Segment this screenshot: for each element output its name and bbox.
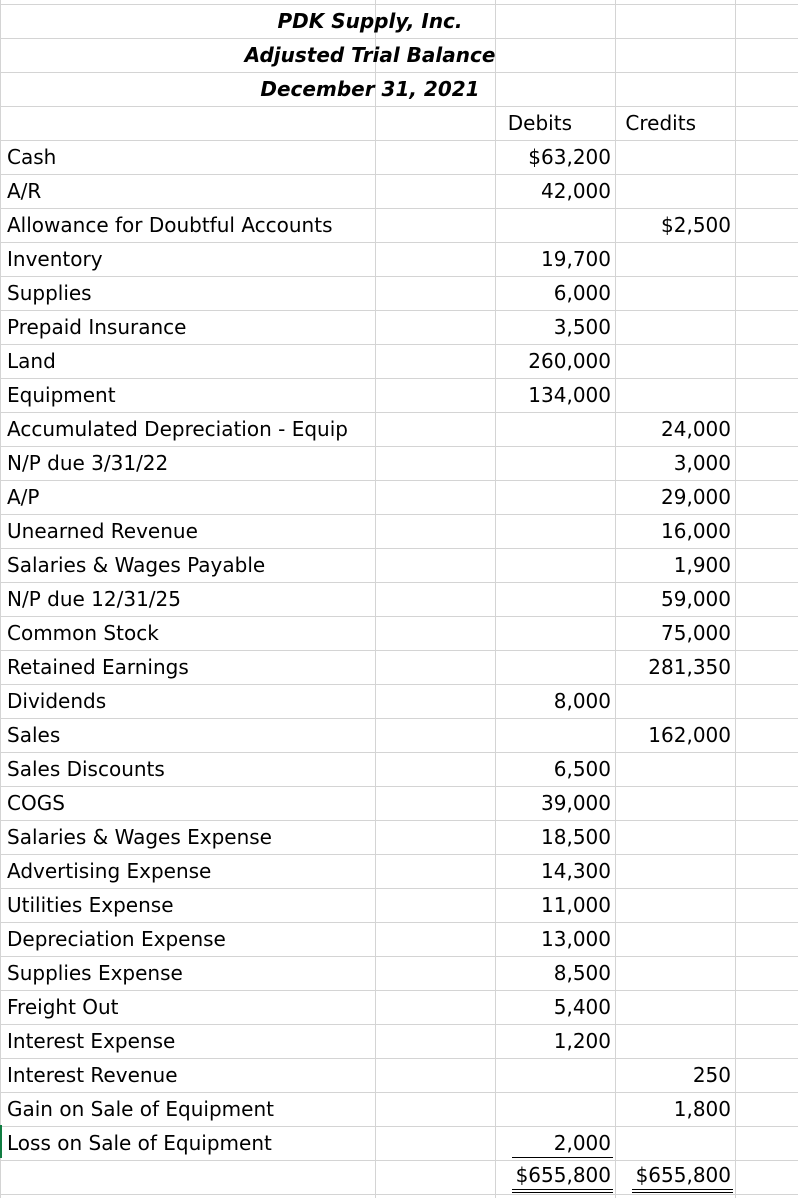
credit-cell[interactable]: 250 bbox=[692, 1063, 731, 1087]
account-name-cell[interactable]: A/P bbox=[7, 485, 40, 509]
credit-total-double-underline-1 bbox=[632, 1189, 733, 1190]
table-row bbox=[0, 616, 798, 650]
account-name-cell[interactable]: Allowance for Doubtful Accounts bbox=[7, 213, 333, 237]
table-row bbox=[0, 854, 798, 888]
table-row bbox=[0, 174, 798, 208]
credit-cell[interactable]: 3,000 bbox=[673, 451, 731, 475]
account-name-cell[interactable]: Prepaid Insurance bbox=[7, 315, 187, 339]
table-row bbox=[0, 820, 798, 854]
debit-cell[interactable]: 42,000 bbox=[541, 179, 611, 203]
debit-cell[interactable]: 39,000 bbox=[541, 791, 611, 815]
account-name-cell[interactable]: Salaries & Wages Payable bbox=[7, 553, 266, 577]
total-debits[interactable]: $655,800 bbox=[515, 1163, 611, 1187]
account-name-cell[interactable]: Gain on Sale of Equipment bbox=[7, 1097, 274, 1121]
table-row bbox=[0, 412, 798, 446]
debits-header: Debits bbox=[507, 111, 572, 135]
credit-cell[interactable]: 281,350 bbox=[648, 655, 731, 679]
debit-cell[interactable]: 6,500 bbox=[553, 757, 611, 781]
debit-cell[interactable]: 8,500 bbox=[553, 961, 611, 985]
credit-cell[interactable]: 1,900 bbox=[673, 553, 731, 577]
credit-cell[interactable]: 1,800 bbox=[673, 1097, 731, 1121]
table-row bbox=[0, 446, 798, 480]
debit-cell[interactable]: 6,000 bbox=[553, 281, 611, 305]
table-row bbox=[0, 310, 798, 344]
table-row bbox=[0, 242, 798, 276]
credit-total-double-underline-2 bbox=[632, 1192, 733, 1193]
debit-cell[interactable]: 18,500 bbox=[541, 825, 611, 849]
table-row bbox=[0, 208, 798, 242]
table-row bbox=[0, 752, 798, 786]
debit-cell[interactable]: 3,500 bbox=[553, 315, 611, 339]
account-name-cell[interactable]: COGS bbox=[7, 791, 65, 815]
account-name-cell[interactable]: Depreciation Expense bbox=[7, 927, 226, 951]
account-name-cell[interactable]: Sales Discounts bbox=[7, 757, 165, 781]
table-row bbox=[0, 140, 798, 174]
table-row bbox=[0, 888, 798, 922]
table-row bbox=[0, 786, 798, 820]
debit-cell[interactable]: 5,400 bbox=[553, 995, 611, 1019]
account-name-cell[interactable]: Interest Revenue bbox=[7, 1063, 178, 1087]
debit-cell[interactable]: 8,000 bbox=[553, 689, 611, 713]
account-name-cell[interactable]: Common Stock bbox=[7, 621, 159, 645]
account-name-cell[interactable]: Retained Earnings bbox=[7, 655, 189, 679]
report-date: December 31, 2021 bbox=[260, 77, 480, 101]
debit-cell[interactable]: 260,000 bbox=[528, 349, 611, 373]
debit-cell[interactable]: 11,000 bbox=[541, 893, 611, 917]
account-name-cell[interactable]: N/P due 3/31/22 bbox=[7, 451, 169, 475]
debit-cell[interactable]: 2,000 bbox=[553, 1131, 611, 1155]
table-row bbox=[0, 344, 798, 378]
table-row bbox=[0, 922, 798, 956]
cell-selection-marker bbox=[0, 1125, 2, 1158]
account-name-cell[interactable]: Loss on Sale of Equipment bbox=[7, 1131, 272, 1155]
account-name-cell[interactable]: Utilities Expense bbox=[7, 893, 174, 917]
account-name-cell[interactable]: Dividends bbox=[7, 689, 107, 713]
table-row bbox=[0, 1024, 798, 1058]
account-name-cell[interactable]: A/R bbox=[7, 179, 42, 203]
table-row bbox=[0, 514, 798, 548]
table-row bbox=[0, 548, 798, 582]
table-row bbox=[0, 990, 798, 1024]
credit-cell[interactable]: 162,000 bbox=[648, 723, 731, 747]
credit-cell[interactable]: 16,000 bbox=[661, 519, 731, 543]
table-row bbox=[0, 1092, 798, 1126]
table-row bbox=[0, 378, 798, 412]
account-name-cell[interactable]: Unearned Revenue bbox=[7, 519, 198, 543]
account-name-cell[interactable]: Accumulated Depreciation - Equip bbox=[7, 417, 348, 441]
account-name-cell[interactable]: Sales bbox=[7, 723, 61, 747]
account-name-cell[interactable]: N/P due 12/31/25 bbox=[7, 587, 181, 611]
account-name-cell[interactable]: Supplies Expense bbox=[7, 961, 183, 985]
table-row bbox=[0, 956, 798, 990]
account-name-cell[interactable]: Supplies bbox=[7, 281, 92, 305]
debit-total-double-underline-2 bbox=[512, 1192, 613, 1193]
credit-cell[interactable]: $2,500 bbox=[661, 213, 731, 237]
debit-cell[interactable]: 1,200 bbox=[553, 1029, 611, 1053]
account-name-cell[interactable]: Advertising Expense bbox=[7, 859, 212, 883]
account-name-cell[interactable]: Freight Out bbox=[7, 995, 119, 1019]
table-row bbox=[0, 1058, 798, 1092]
account-name-cell[interactable]: Land bbox=[7, 349, 56, 373]
credit-cell[interactable]: 29,000 bbox=[661, 485, 731, 509]
table-row bbox=[0, 276, 798, 310]
debit-cell[interactable]: 13,000 bbox=[541, 927, 611, 951]
table-row bbox=[0, 684, 798, 718]
debit-cell[interactable]: $63,200 bbox=[528, 145, 611, 169]
account-name-cell[interactable]: Interest Expense bbox=[7, 1029, 176, 1053]
debit-cell[interactable]: 134,000 bbox=[528, 383, 611, 407]
account-name-cell[interactable]: Equipment bbox=[7, 383, 116, 407]
total-credits[interactable]: $655,800 bbox=[635, 1163, 731, 1187]
debit-cell[interactable]: 14,300 bbox=[541, 859, 611, 883]
table-row bbox=[0, 582, 798, 616]
report-title: Adjusted Trial Balance bbox=[244, 43, 496, 67]
credit-cell[interactable]: 75,000 bbox=[661, 621, 731, 645]
account-name-cell[interactable]: Inventory bbox=[7, 247, 103, 271]
account-name-cell[interactable]: Cash bbox=[7, 145, 57, 169]
credit-cell[interactable]: 59,000 bbox=[661, 587, 731, 611]
table-row bbox=[0, 650, 798, 684]
table-row bbox=[0, 718, 798, 752]
credits-header: Credits bbox=[625, 111, 696, 135]
debit-total-double-underline-1 bbox=[512, 1189, 613, 1190]
credit-cell[interactable]: 24,000 bbox=[661, 417, 731, 441]
table-row bbox=[0, 480, 798, 514]
grid-line bbox=[0, 1194, 798, 1195]
company-title: PDK Supply, Inc. bbox=[277, 9, 463, 33]
table-row bbox=[0, 1126, 798, 1160]
debit-cell[interactable]: 19,700 bbox=[541, 247, 611, 271]
account-name-cell[interactable]: Salaries & Wages Expense bbox=[7, 825, 272, 849]
